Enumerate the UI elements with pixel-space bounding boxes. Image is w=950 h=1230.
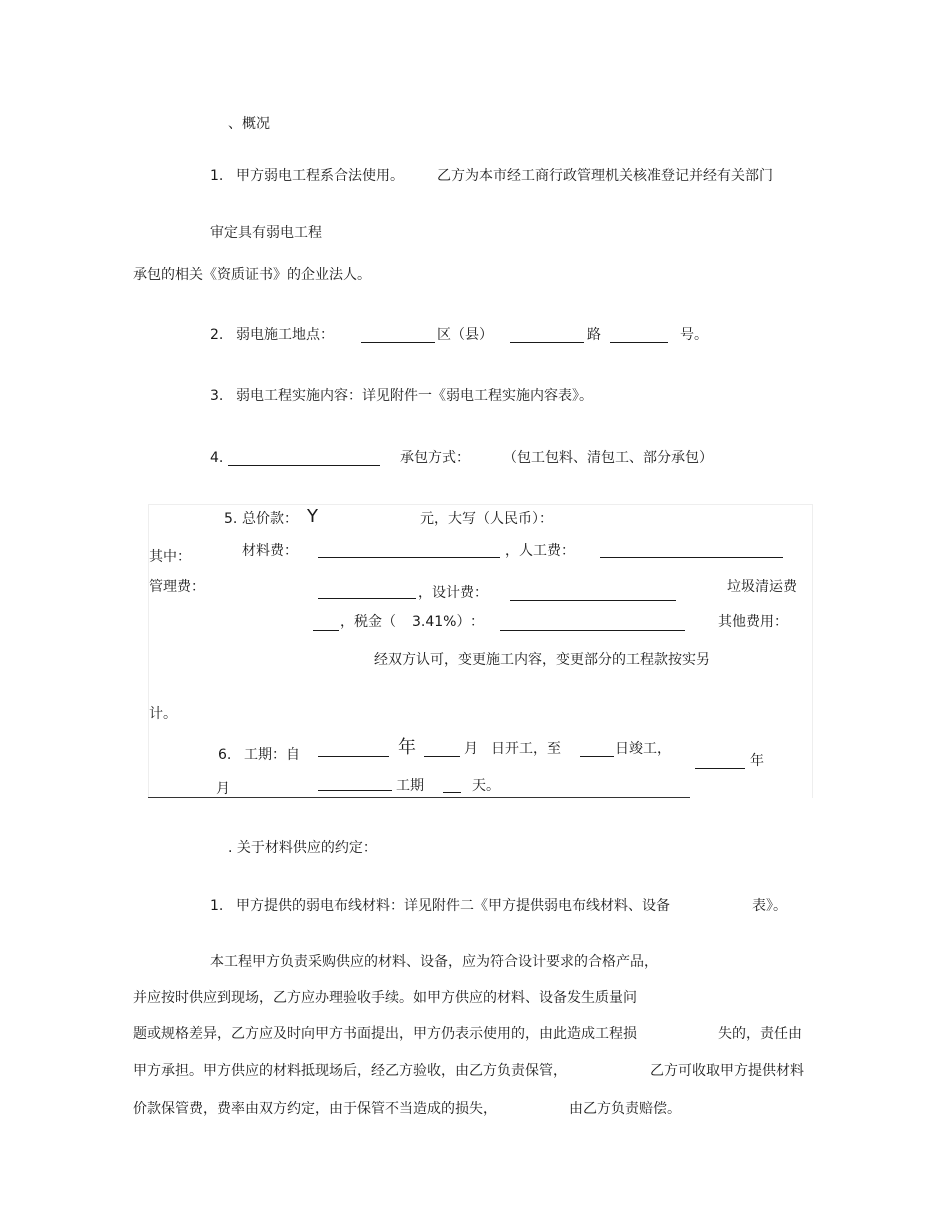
- labor-fee-label: ，人工费：: [505, 543, 575, 559]
- s2-paragraph-line5b: 由乙方负责赔偿。: [569, 1101, 681, 1117]
- change-note-end: 计。: [149, 706, 177, 722]
- item1-number: 1.: [210, 168, 224, 184]
- change-note: 经双方认可，变更施工内容，变更部分的工程款按实另: [374, 652, 710, 668]
- month-label: 月: [464, 741, 478, 757]
- end-text: 日竣工，: [615, 741, 671, 757]
- management-fee-blank: [318, 584, 416, 599]
- item1-text-b: 乙方为本市经工商行政管理机关核准登记并经有关部门: [437, 168, 773, 184]
- design-fee-label: ，设计费：: [418, 585, 488, 601]
- yen-symbol: Y: [307, 506, 318, 527]
- end-month-label: 月: [216, 781, 230, 797]
- item3-number: 3.: [210, 388, 224, 404]
- start-month-blank: [424, 742, 460, 757]
- end-year-label: 年: [750, 753, 764, 769]
- item4-number: 4.: [210, 450, 224, 466]
- period-blank: [318, 776, 392, 791]
- material-fee-blank: [318, 543, 500, 558]
- tax-colon: ：: [470, 614, 484, 630]
- item4-options: （包工包料、清包工、部分承包）: [503, 450, 713, 466]
- tax-blank: [500, 616, 685, 631]
- price-box-top-border: [148, 504, 812, 505]
- design-fee-blank: [510, 586, 676, 601]
- year-label: 年: [398, 737, 416, 758]
- period-word: 工期: [396, 778, 424, 794]
- contract-blank: [228, 451, 380, 466]
- item1-text-c: 审定具有弱电工程: [210, 225, 322, 241]
- s2-item1-number: 1.: [210, 898, 224, 914]
- total-price-label: 总价款：: [242, 511, 298, 527]
- item2-district: 区（县）: [437, 327, 493, 343]
- s2-item1-end: 表》。: [752, 898, 787, 914]
- item2-label: 弱电施工地点：: [236, 327, 334, 343]
- item2-number: 2.: [210, 327, 224, 343]
- garbage-fee-label: 垃圾清运费: [727, 579, 797, 595]
- end-year-blank: [695, 754, 745, 769]
- management-fee-label: 管理费：: [149, 579, 205, 595]
- tax-rate: 3.41%）: [412, 614, 471, 630]
- yuan-text: 元，大写（人民币）：: [420, 511, 553, 527]
- s2-paragraph-line2: 并应按时供应到现场，乙方应办理验收手续。如甲方供应的材料、设备发生质量问: [133, 990, 637, 1006]
- district-blank: [361, 328, 435, 343]
- s2-paragraph-line3a: 题或规格差异，乙方应及时向甲方书面提出，甲方仍表示使用的，由此造成工程损: [133, 1026, 637, 1042]
- start-year-blank: [318, 742, 389, 757]
- end-day-blank: [580, 742, 614, 757]
- s2-paragraph-line1: 本工程甲方负责采购供应的材料、设备，应为符合设计要求的合格产品，: [210, 954, 658, 970]
- days-word: 天。: [472, 778, 500, 794]
- price-box-right-border: [812, 504, 813, 798]
- s2-paragraph-line4a: 甲方承担。甲方供应的材料抵现场后，经乙方验收，由乙方负责保管，: [133, 1063, 567, 1079]
- item3-text: 弱电工程实施内容：详见附件一《弱电工程实施内容表》。: [236, 388, 593, 404]
- s2-paragraph-line3b: 失的，责任由: [718, 1026, 802, 1042]
- number-blank: [610, 328, 668, 343]
- labor-fee-blank: [600, 543, 783, 558]
- section-heading-materials: . 关于材料供应的约定：: [228, 840, 377, 856]
- s2-item1-text: 甲方提供的弱电布线材料：详见附件二《甲方提供弱电布线材料、设备: [236, 898, 670, 914]
- section-heading-overview: 、概况: [228, 116, 270, 132]
- road-blank: [510, 328, 584, 343]
- tax-label: ，税金（: [340, 614, 396, 630]
- period-label: 工期：自: [244, 747, 300, 763]
- item5-number: 5.: [224, 511, 238, 527]
- item2-no: 号。: [680, 327, 708, 343]
- item4-label: 承包方式：: [400, 450, 470, 466]
- garbage-fee-blank: [313, 616, 339, 631]
- item1-text-a: 甲方弱电工程系合法使用。: [236, 168, 404, 184]
- s2-paragraph-line5a: 价款保管费，费率由双方约定，由于保管不当造成的损失，: [133, 1101, 497, 1117]
- qizhong-label: 其中：: [149, 549, 191, 565]
- item2-road: 路: [587, 327, 601, 343]
- material-fee-label: 材料费：: [242, 543, 298, 559]
- days-blank: [443, 778, 461, 793]
- s2-paragraph-line4b: 乙方可收取甲方提供材料: [650, 1063, 804, 1079]
- other-fee-label: 其他费用：: [718, 614, 788, 630]
- item6-number: 6.: [218, 747, 232, 763]
- start-text: 日开工，至: [491, 741, 561, 757]
- item1-text-d: 承包的相关《资质证书》的企业法人。: [133, 267, 371, 283]
